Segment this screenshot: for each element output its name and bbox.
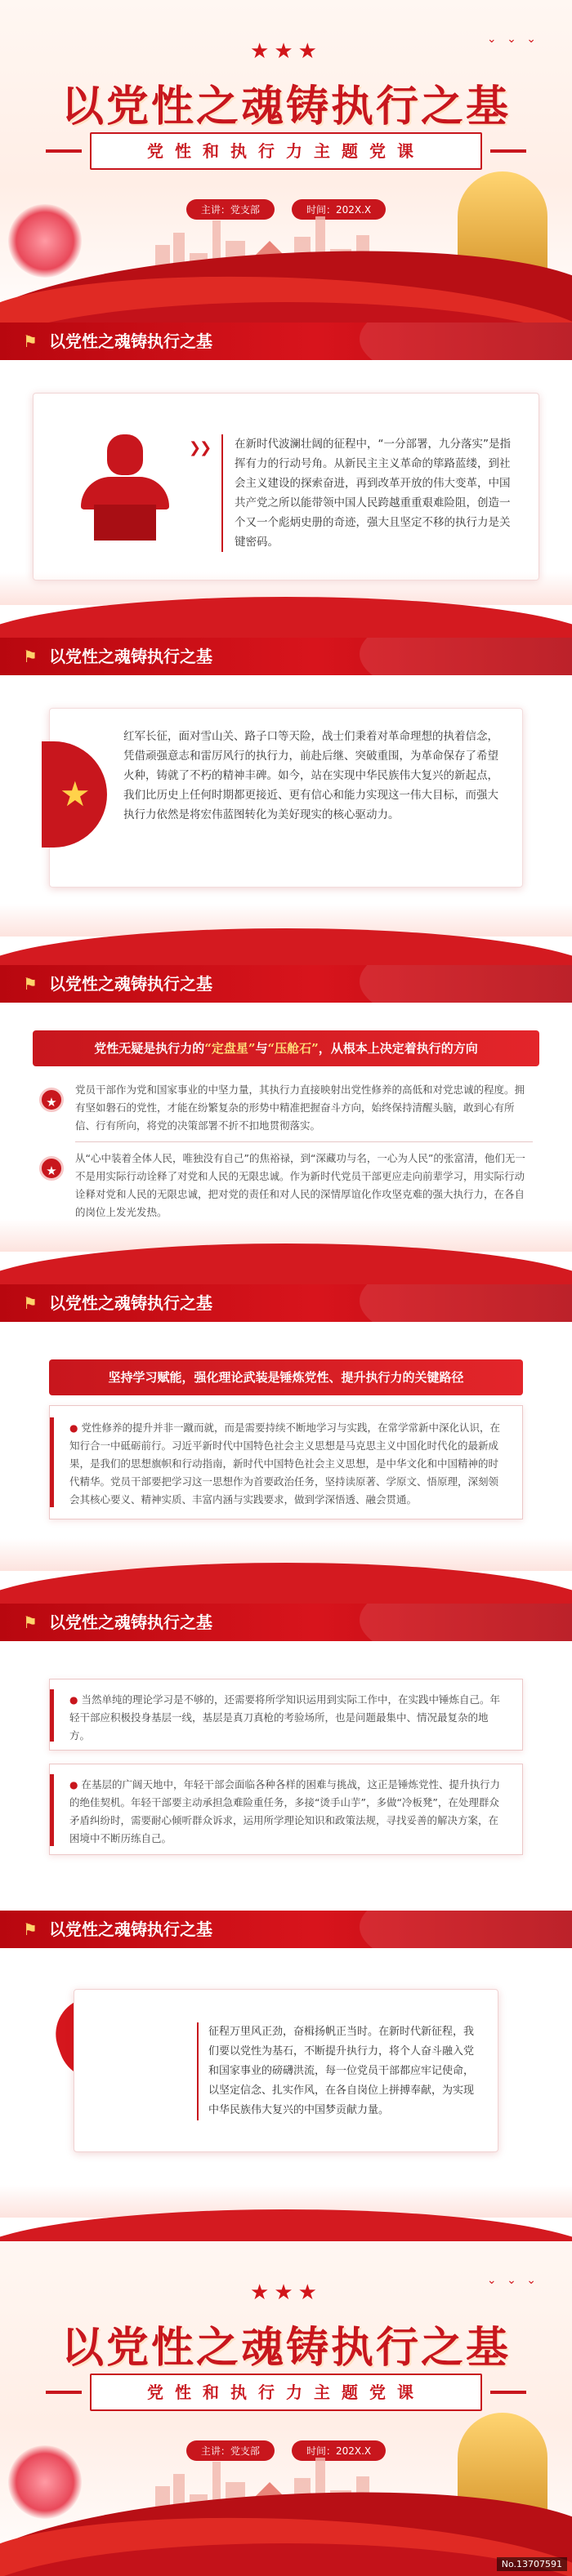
date-pill: 时间：202X.X [292, 199, 386, 220]
conclusion-card [74, 1989, 498, 2152]
star-icon: ★ [39, 1156, 64, 1181]
flag-icon: ⚑ [23, 647, 38, 666]
chevron-right-icon: ❯❯ [189, 439, 211, 456]
section-title: 以党性之魂铸执行之基 [49, 974, 212, 994]
cover-subtitle: 党性和执行力主题党课 [147, 141, 425, 161]
speaker-pill: 主讲：党支部 [186, 199, 275, 220]
watermark-id: No.13707591 [497, 2557, 567, 2571]
subtitle-box [90, 132, 482, 170]
subtitle-box [90, 2374, 482, 2411]
flag-icon: ⚑ [23, 1613, 38, 1632]
section-header-6 [0, 1911, 572, 1948]
practice-panel-2: ● 在基层的广阔天地中，年轻干部会面临各种各样的困难与挑战，这正是锤炼党性、提升执行力的绝佳契机。年轻干部要主动承担急难险重任务，多接“烫手山芋”，多做“冷板凳”，在处理群众矛盾纠纷时，需要耐心倾听群众诉求，运用所学理论知识和政策法规，寻找妥善的解决方案，在困境中不断历练自己。 [49, 1764, 523, 1855]
section-6 [0, 1948, 572, 2250]
cover-top [0, 0, 572, 335]
section-4-banner: 坚持学习赋能，强化理论武装是锤炼党性、提升执行力的关键路径 [49, 1359, 523, 1395]
intro-text: 在新时代波澜壮阔的征程中，“一分部署，九分落实”是指挥有力的行动号角。从新民主主义革命的筚路蓝缕，到社会主义建设的探索奋进，再到改革开放的伟大变革，中国共产党之所以能带领中国人民跨越重重艰难险阻，创造一个又一个彪炳史册的奇迹，强大且坚定不移的执行力是关键密码。 [221, 434, 516, 552]
point-item: ★ 党员干部作为党和国家事业的中坚力量，其执行力直接映射出党性修养的高低和对党忠诚的程度。拥有坚如磐石的党性，才能在纷繁复杂的形势中精准把握奋斗方向，始终保持清醒头脑，敢到心有所信、行有所向，将党的决策部署不折不扣地贯彻落实。 [39, 1081, 533, 1135]
section-title: 以党性之魂铸执行之基 [49, 1613, 212, 1632]
flag-icon: ⚑ [23, 974, 38, 994]
section-header-5 [0, 1604, 572, 1641]
star-icon: ★ [39, 1088, 64, 1112]
section-title: 以党性之魂铸执行之基 [49, 331, 212, 351]
bullet-icon: ● [69, 1779, 78, 1791]
section-title: 以党性之魂铸执行之基 [49, 647, 212, 666]
section-title: 以党性之魂铸执行之基 [49, 1920, 212, 1939]
section-3 [0, 1003, 572, 1284]
birds-icon: ⌄ ⌄ ⌄ [486, 2274, 539, 2287]
section-2 [0, 675, 572, 969]
date-pill: 时间：202X.X [292, 2440, 386, 2461]
section-3-banner: 党性无疑是执行力的“定盘星”与“压舱石”，从根本上决定着执行的方向 [33, 1030, 539, 1066]
practice-panel-1: ● 当然单纯的理论学习是不够的，还需要将所学知识运用到实际工作中，在实践中锤炼自己。年轻干部应积极投身基层一线，基层是真刀真枪的考验场所，也是问题最集中、情况最复杂的地方。 [49, 1679, 523, 1751]
section-1 [0, 360, 572, 638]
birds-icon: ⌄ ⌄ ⌄ [486, 33, 539, 46]
stars-icon: ★★★ [250, 2280, 322, 2305]
flag-icon: ⚑ [23, 1920, 38, 1939]
speaker-pill: 主讲：党支部 [186, 2440, 275, 2461]
point-item: ★ 从“心中装着全体人民，唯独没有自己”的焦裕禄，到“深藏功与名，一心为人民”的张富清，他们无一不是用实际行动诠释了对党和人民的无限忠诚。作为新时代党员干部更应走向前辈学习，用实际行动诠释对党和人民的无限忠诚，把对党的责任和对人民的深情厚谊化作攻坚克难的强大执行力，在各自的岗位上发光发热。 [39, 1150, 533, 1221]
flag-icon: ⚑ [23, 1293, 38, 1313]
stars-icon: ★★★ [250, 39, 322, 64]
study-panel: ● 党性修养的提升并非一蹴而就，而是需要持续不断地学习与实践，在常学常新中深化认识，在知行合一中砥砺前行。习近平新时代中国特色社会主义思想是马克思主义中国化时代化的最新成果，是我们的思想旗帜和行动指南，新时代中国特色社会主义思想，是中华文化和中国精神的时代精华。党员干部要把学习这一思想作为首要政治任务，坚持读原著、学原文、悟原理，深刻领会其核心要义、精神实质、丰富内涵与实践要求，做到学深悟透、融会贯通。 [49, 1405, 523, 1519]
long-march-card [49, 708, 523, 888]
section-5 [0, 1641, 572, 1911]
bullet-icon: ● [69, 1694, 78, 1706]
section-header-3 [0, 965, 572, 1003]
star-icon: ★ [60, 774, 91, 814]
bullet-icon: ● [69, 1422, 78, 1434]
long-march-text: 红军长征，面对雪山关、路子口等天险，战士们秉着对革命理想的执着信念，凭借顽强意志和雷厉风行的执行力，前赴后继、突破重围，为革命保存了希望火种，铸就了不朽的精神丰碑。如今，站在实现中华民族伟大复兴的新起点，我们比历史上任何时期都更接近、更有信心和能力实现这一伟大目标，而强大执行力依然是将宏伟蓝图转化为美好现实的核心驱动力。 [123, 730, 498, 821]
speaker-podium-icon [66, 434, 189, 541]
section-header-4 [0, 1284, 572, 1322]
cover-subtitle: 党性和执行力主题党课 [147, 2382, 425, 2402]
conclusion-text: 征程万里风正劲，奋楫扬帆正当时。在新时代新征程，我们要以党性为基石，不断提升执行力，将个人奋斗融入党和国家事业的磅礴洪流，每一位党员干部都应牢记使命，以坚定信念、扎实作风，在各自岗位上拼搏奉献，为实现中华民族伟大复兴的中国梦贡献力量。 [197, 2022, 483, 2120]
intro-card [33, 393, 539, 581]
cover-bottom [0, 2241, 572, 2576]
section-title: 以党性之魂铸执行之基 [49, 1293, 212, 1313]
flag-icon: ⚑ [23, 331, 38, 351]
peony-icon [8, 2445, 82, 2519]
cover-title: 以党性之魂铸执行之基 [60, 82, 511, 131]
section-header-2 [0, 638, 572, 675]
section-4 [0, 1322, 572, 1604]
cover-title: 以党性之魂铸执行之基 [60, 2323, 511, 2373]
section-header-1 [0, 323, 572, 360]
peony-icon [8, 204, 82, 278]
